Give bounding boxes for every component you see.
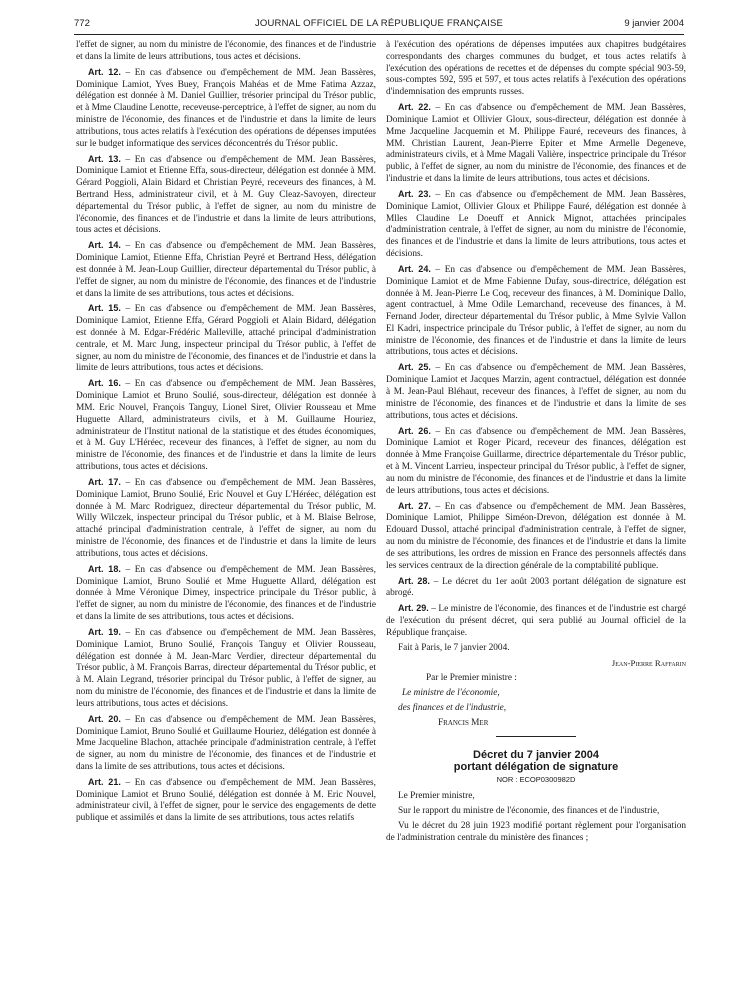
- decree-title-1: Décret du 7 janvier 2004: [473, 748, 599, 761]
- article-text: – En cas d'absence ou d'empêchement de MM. Jean Bassères, Dominique Lamiot et Ollivier Gloux, sous-directeur, délégation est donnée à Mme Jacqueline Jacquemin et M. Philippe Fauré, receveurs des finances, à MM. Christian Laurent, Jean-Pierre Epiter et Mme Armelle Degeneve, administrateurs civils, et à Mme Magali Valière, inspectrice principale du Trésor public, à l'effet de signer, au nom du ministre de l'économie, des finances et de l'industrie et dans la limite de leurs attributions, tous actes et décisions.: [386, 103, 686, 184]
- article-text: – En cas d'absence ou d'empêchement de MM. Jean Bassères, Dominique Lamiot, Philippe Siméon-Drevon, délégation est donnée à M. Edouard Dussol, attaché principal d'administration centrale, à l'effet de signer, au nom du ministre de l'économie, des finances et de l'industrie et dans la limite de ses attributions, les ordres de mission en France des personnels affectés dans les services centraux de la direction générale de la comptabilité publique.: [386, 501, 686, 571]
- article-label: Art. 29.: [398, 603, 429, 614]
- article-paragraph: [386, 501, 686, 573]
- article-paragraph: [76, 240, 376, 300]
- article-paragraph: [386, 189, 686, 261]
- article-label: Art. 13.: [88, 153, 121, 164]
- decree-title-2: portant délégation de signature: [453, 760, 619, 773]
- article-text: – En cas d'absence ou d'empêchement de MM. Jean Bassères, Dominique Lamiot et Bruno Soulié, sous-directeur, délégation est donnée à MM. Eric Nouvel, François Tanguy, Lionel Siret, Olivier Rousseau et Mme Huguette Allard, administrateurs civils, et à M. Guillaume Houriez, administrateur de l'Institut national de la statistique et des études économiques, et à M. Guy L'Héréec, receveur des finances, à l'effet de signer, au nom du ministre de l'économie, des finances et de l'industrie et dans la limite de leurs attributions, tous actes et décisions.: [76, 379, 376, 473]
- article-text: – Le ministre de l'économie, des finances et de l'industrie est chargé de l'exécution du présent décret, qui sera publié au Journal officiel de la République française.: [386, 604, 686, 638]
- page-number: 772: [74, 18, 90, 29]
- article-paragraph: [76, 67, 376, 151]
- article-paragraph: [386, 576, 686, 601]
- article-paragraph: [76, 777, 376, 825]
- article-paragraph: [386, 603, 686, 639]
- article-label: Art. 27.: [398, 500, 431, 511]
- article-text: – En cas d'absence ou d'empêchement de MM. Jean Bassères, Dominique Lamiot, Ollivier Gloux et Philippe Fauré, délégation est donnée à Mlles Claudine Le Doeuff et Annick Mignot, attachées principales d'administration centrale, à l'effet de signer, au nom du ministre de l'économie, des finances et de l'industrie et dans la limite de leurs attributions, tous actes et décisions.: [386, 189, 686, 259]
- article-label: Art. 15.: [88, 303, 121, 314]
- signatory: Jean-Pierre Raffarin: [611, 657, 686, 668]
- article-paragraph: [76, 477, 376, 561]
- page-header: [74, 18, 684, 34]
- article-label: Art. 20.: [88, 713, 121, 724]
- article-label: Art. 19.: [88, 626, 121, 637]
- left-opening: l'effet de signer, au nom du ministre de l'économie, des finances et de l'industrie et dans la limite de leurs attributions, tous actes et décisions.: [76, 40, 376, 62]
- article-text: – En cas d'absence ou d'empêchement de MM. Jean Bassères, Dominique Lamiot, Bruno Soulié, Eric Nouvel et Guy L'Héréec, délégation est donnée à M. Marc Rodriguez, directeur départemental du Trésor public, M. Willy Wilczek, inspecteur principal du Trésor public, et à M. Blaise Belrose, attaché principal d'administration centrale, à l'effet de signer, au nom du ministre de l'économie, des finances et de l'industrie et dans la limite de leurs attributions, tous actes et décisions.: [76, 478, 376, 559]
- decree-para-2: Sur le rapport du ministre de l'économie, des finances et de l'industrie,: [398, 806, 660, 817]
- decree-para-3: Vu le décret du 28 juin 1923 modifié portant règlement pour l'organisation de l'administration centrale du ministère des finances ;: [386, 821, 686, 844]
- article-text: – En cas d'absence ou d'empêchement de MM. Jean Bassères, Dominique Lamiot, Bruno Soulié, François Tanguy et Olivier Rousseau, délégation est donnée à M. Jean-Marc Verdier, directeur départemental du Trésor public, à M. François Barras, directeur départemental du Trésor public, et à M. Alain Legrand, trésorier principal du Trésor public, à l'effet de signer, au nom du ministre de l'économie, des finances et de l'industrie et dans la limite de leurs attributions, tous actes et décisions.: [76, 627, 376, 709]
- minister-line-1: Le ministre de l'économie,: [402, 687, 500, 698]
- article-paragraph: [76, 714, 376, 774]
- article-paragraph: [76, 303, 376, 375]
- article-label: Art. 22.: [398, 102, 431, 113]
- article-paragraph: [76, 564, 376, 624]
- article-label: Art. 21.: [88, 776, 121, 787]
- article-text: – En cas d'absence ou d'empêchement de MM. Jean Bassères, Dominique Lamiot, Bruno Soulié et Mme Huguette Allard, délégation est donnée à Mme Véronique Dimey, inspectrice principale du Trésor public, à l'effet de signer, au nom du ministre de l'économie, des finances et de l'industrie et dans la limite de ses attributions, tous actes et décisions.: [76, 564, 376, 622]
- article-label: Art. 25.: [398, 362, 431, 373]
- article-paragraph: [386, 362, 686, 422]
- article-label: Art. 18.: [88, 563, 121, 574]
- article-text: – En cas d'absence ou d'empêchement de MM. Jean Bassères, Dominique Lamiot et Bruno Soulié, délégation est donnée à M. Eric Nouvel, administrateur civil, à l'effet de signer, pour le service des engagements de dette publique et assimilés et dans la limite de ses attributions, tous actes relatifs: [76, 777, 376, 824]
- minister-name: Francis Mer: [438, 717, 489, 728]
- article-label: Art. 12.: [88, 66, 121, 77]
- section-separator: [496, 736, 576, 737]
- article-text: – En cas d'absence ou d'empêchement de MM. Jean Bassères, Dominique Lamiot et Roger Picard, receveur des finances, délégation est donnée à Mme Françoise Guillarme, directrice départementale du Trésor public, et à M. Vincent Larrieu, inspecteur principal du Trésor public, à l'effet de signer, au nom du ministre de l'économie, des finances et de l'industrie et dans la limite de leurs attributions, tous actes et décisions.: [386, 426, 686, 496]
- article-label: Art. 23.: [398, 188, 431, 199]
- article-text: – En cas d'absence ou d'empêchement de MM. Jean Bassères, Dominique Lamiot, Etienne Effa, Christian Peyré et Bertrand Hess, délégation est donnée à M. Jean-Loup Guillier, directeur départemental du Trésor public, à l'effet de signer, au nom du ministre de l'économie, des finances et de l'industrie et dans la limite de ses attributions, tous actes et décisions.: [76, 241, 376, 299]
- done-at: Fait à Paris, le 7 janvier 2004.: [398, 642, 510, 653]
- article-paragraph: [76, 378, 376, 473]
- article-label: Art. 26.: [398, 425, 431, 436]
- decree-heading: [386, 749, 686, 786]
- article-label: Art. 28.: [398, 575, 430, 586]
- article-label: Art. 24.: [398, 263, 431, 274]
- article-text: – En cas d'absence ou d'empêchement de MM. Jean Bassères, Dominique Lamiot, Bruno Soulié et Guillaume Houriez, délégation est donnée à Mme Jacqueline Blachon, attachée principale d'administration centrale, à l'effet de signer, au nom du ministre de l'économie, des finances et de l'industrie et dans la limite de ses attributions, tous actes et décisions.: [76, 714, 376, 772]
- issue-date: 9 janvier 2004: [624, 18, 684, 29]
- left-articles: [76, 67, 376, 825]
- article-label: Art. 14.: [88, 240, 121, 251]
- article-label: Art. 16.: [88, 378, 121, 389]
- right-column: [386, 40, 686, 848]
- article-text: – En cas d'absence ou d'empêchement de MM. Jean Bassères, Dominique Lamiot et de Mme Fabienne Dufay, sous-directrice, délégation est donnée à M. Jean-Pierre Le Coq, receveur des finances, à M. Dominique Dallo, agent contractuel, à Mme Odile Lemarchand, receveuse des finances, à M. Fernand Joder, directeur départemental du Trésor public, à Mme Sylvie Vallon El Kadri, inspectrice principale du Trésor public, à l'effet de signer, au nom du ministre de l'économie, des finances et de l'industrie et dans la limite de leurs attributions, tous actes et décisions.: [386, 264, 686, 358]
- article-text: – Le décret du 1er août 2003 portant délégation de signature est abrogé.: [386, 576, 686, 599]
- right-articles: [386, 102, 686, 640]
- left-column: [76, 40, 376, 828]
- article-text: – En cas d'absence ou d'empêchement de MM. Jean Bassères, Dominique Lamiot et Jacques Marzin, agent contractuel, délégation est donnée à M. Jean-Paul Bléhaut, receveur des finances, à l'effet de signer, au nom du ministre de l'économie, des finances et de l'industrie et dans la limite de ses attributions, tous actes et décisions.: [386, 363, 686, 421]
- right-opening: à l'exécution des opérations de dépenses imputées aux chapitres budgétaires correspondants des charges communes du budget, et tous actes relatifs à l'exécution des opérations de recettes et de dépenses du compte spécial 903-59, sous-comptes 592, 595 et 597, et tous actes relatifs à l'exécution des opérations d'indemnisation des emprunts russes.: [386, 40, 686, 98]
- header-rule: [74, 34, 684, 35]
- minister-line-2: des finances et de l'industrie,: [398, 702, 507, 713]
- article-paragraph: [76, 627, 376, 711]
- article-paragraph: [76, 154, 376, 238]
- article-text: – En cas d'absence ou d'empêchement de MM. Jean Bassères, Dominique Lamiot et Etienne Effa, sous-directeur, délégation est donnée à MM. Gérard Poggioli, Alain Bidard et Christian Peyré, receveurs des finances, à M. Bertrand Hess, administrateur civil, et à M. Guy Cleaz-Savoyen, directeur départemental du Trésor public, à l'effet de signer, au nom du ministre de l'économie, des finances et de l'industrie et dans la limite de leurs attributions, tous actes et décisions.: [76, 154, 376, 236]
- decree-para-1: Le Premier ministre,: [398, 791, 475, 802]
- article-paragraph: [386, 426, 686, 498]
- article-text: – En cas d'absence ou d'empêchement de MM. Jean Bassères, Dominique Lamiot, Etienne Effa, Gérard Poggioli et Alain Bidard, délégation est donnée à M. Edgar-Frédéric Malleville, attaché principal d'administration centrale, et M. Marc Jung, inspecteur principal du Trésor public, à l'effet de signer, au nom du ministre de l'économie, des finances et de l'industrie et dans la limite de leurs attributions, tous actes et décisions.: [76, 304, 376, 374]
- journal-title: JOURNAL OFFICIEL DE LA RÉPUBLIQUE FRANÇAISE: [254, 18, 504, 29]
- article-label: Art. 17.: [88, 477, 121, 488]
- article-paragraph: [386, 264, 686, 359]
- decree-nor: NOR : ECOP0300982D: [496, 774, 576, 784]
- by-prime-minister: Par le Premier ministre :: [426, 672, 517, 683]
- article-paragraph: [386, 102, 686, 186]
- article-text: – En cas d'absence ou d'empêchement de MM. Jean Bassères, Dominique Lamiot, Yves Buey, François Mahéas et de Mme Fatima Azzaz, délégation est donnée à M. Daniel Guillier, trésorier principal du Trésor public, et à Mme Claudine Lenotte, receveuse-perceptrice, à l'effet de signer, au nom du ministre de l'économie, des finances et de l'industrie et dans la limite de leurs attributions, tous actes relatifs à l'exécution des opérations de dépenses imputées sur le budget informatique des services déconcentrés du Trésor public.: [76, 67, 376, 149]
